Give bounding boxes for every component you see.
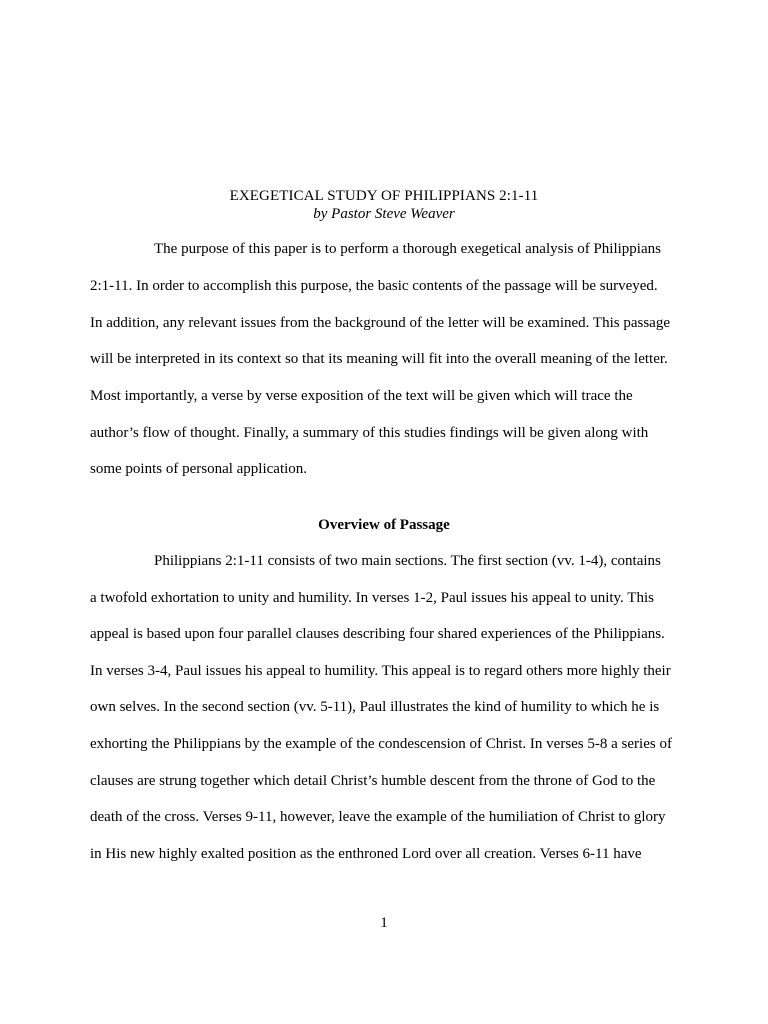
overview-line: a twofold exhortation to unity and humility. In verses 1-2, Paul issues his appeal to unity. This [90, 590, 654, 606]
page-number: 1 [380, 915, 388, 931]
overview-line: death of the cross. Verses 9-11, however, leave the example of the humiliation of Christ to glory [90, 809, 666, 825]
overview-line: own selves. In the second section (vv. 5-11), Paul illustrates the kind of humility to which he is [90, 699, 660, 715]
overview-line: appeal is based upon four parallel clauses describing four shared experiences of the Philippians. [90, 626, 665, 642]
overview-line: exhorting the Philippians by the example of the condescension of Christ. In verses 5-8 a series of [90, 736, 672, 752]
author-byline: by Pastor Steve Weaver [313, 206, 455, 222]
overview-line: In verses 3-4, Paul issues his appeal to humility. This appeal is to regard others more highly their [90, 663, 671, 679]
intro-line: In addition, any relevant issues from the background of the letter will be examined. This passage [90, 315, 670, 331]
overview-line: in His new highly exalted position as the enthroned Lord over all creation. Verses 6-11 have [90, 846, 642, 862]
overview-line: Philippians 2:1-11 consists of two main sections. The first section (vv. 1-4), contains [154, 553, 661, 569]
intro-line: some points of personal application. [90, 461, 308, 477]
intro-line: The purpose of this paper is to perform a thorough exegetical analysis of Philippians [154, 241, 661, 257]
section-heading: Overview of Passage [318, 517, 450, 533]
overview-line: clauses are strung together which detail Christ’s humble descent from the throne of God to the [90, 773, 656, 789]
document-title: EXEGETICAL STUDY OF PHILIPPIANS 2:1-11 [229, 188, 539, 204]
intro-line: author’s flow of thought. Finally, a summary of this studies findings will be given along with [90, 425, 649, 441]
intro-line: 2:1-11. In order to accomplish this purpose, the basic contents of the passage will be surveyed. [90, 278, 658, 294]
intro-line: Most importantly, a verse by verse exposition of the text will be given which will trace the [90, 388, 633, 404]
intro-line: will be interpreted in its context so that its meaning will fit into the overall meaning of the letter. [90, 351, 668, 367]
